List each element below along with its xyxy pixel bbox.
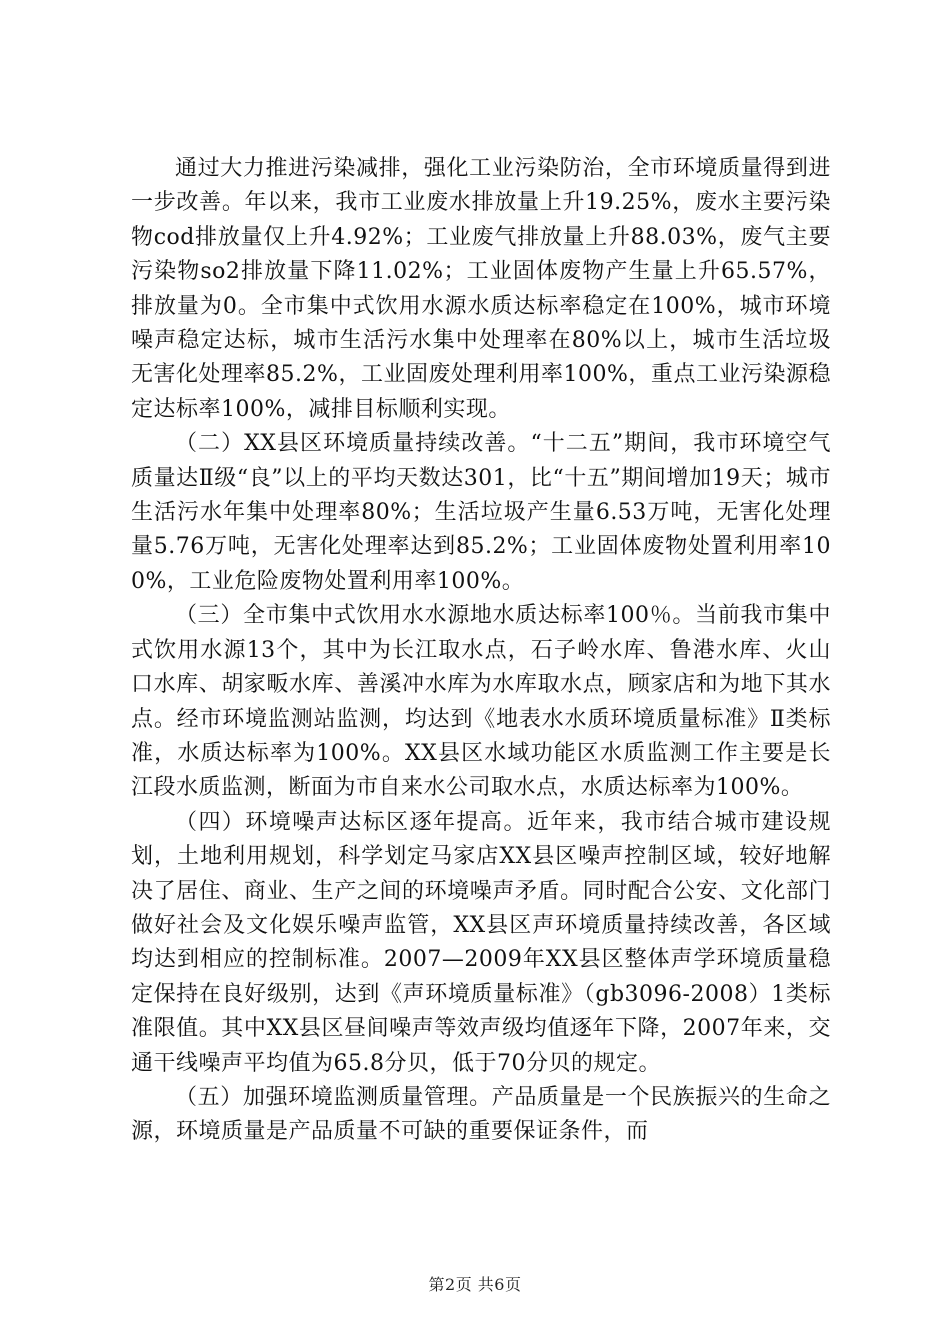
document-body xyxy=(131,152,831,1150)
paragraph-drinking-water: （三）全市集中式饮用水水源地水质达标率100％。当前我市集中式饮用水源13个，其中为长江取水点，石子岭水库、鲁港水库、火山口水库、胡家畈水库、善溪冲水库为水库取水点，顾家店和为地下其水点。经市环境监测站监测，均达到《地表水水质环境质量标准》Ⅱ类标准，水质达标率为100%。XX县区水域功能区水质监测工作主要是长江段水质监测，断面为市自来水公司取水点，水质达标率为100%。 xyxy=(131,603,831,801)
page-footer: 第2页 共6页 xyxy=(428,1275,522,1294)
paragraph-county-environment: （二）XX县区环境质量持续改善。“十二五”期间，我市环境空气质量达Ⅱ级“良”以上的平均天数达301，比“十五”期间增加19天；城市生活污水年集中处理率80%；生活垃圾产生量6.53万吨，无害化处理量5.76万吨，无害化处理率达到85.2%；工业固体废物处置利用率100%，工业危险废物处置利用率100%。 xyxy=(131,431,831,594)
paragraph-noise-control: （四）环境噪声达标区逐年提高。近年来，我市结合城市建设规划，土地利用规划，科学划定马家店XX县区噪声控制区域，较好地解决了居住、商业、生产之间的环境噪声矛盾。同时配合公安、文化部门做好社会及文化娱乐噪声监管，XX县区声环境质量持续改善，各区域均达到相应的控制标准。2007—2009年XX县区整体声学环境质量稳定保持在良好级别，达到《声环境质量标准》（gb3096-2008）1类标准限值。其中XX县区昼间噪声等效声级均值逐年下降，2007年来，交通干线噪声平均值为65.8分贝，低于70分贝的规定。 xyxy=(131,809,831,1076)
paragraph-monitoring-quality: （五）加强环境监测质量管理。产品质量是一个民族振兴的生命之源，环境质量是产品质量不可缺的重要保证条件，而 xyxy=(131,1084,831,1145)
paragraph-pollution-reduction: 通过大力推进污染减排，强化工业污染防治，全市环境质量得到进一步改善。年以来，我市工业废水排放量上升19.25%，废水主要污染物cod排放量仅上升4.92%；工业废气排放量上升88.03%，废气主要污染物so2排放量下降11.02%；工业固体废物产生量上升65.57%，排放量为0。全市集中式饮用水源水质达标率稳定在100%，城市环境噪声稳定达标，城市生活污水集中处理率在80%以上，城市生活垃圾无害化处理率85.2%，工业固废处理利用率100%，重点工业污染源稳定达标率100%，减排目标顺利实现。 xyxy=(131,156,831,422)
